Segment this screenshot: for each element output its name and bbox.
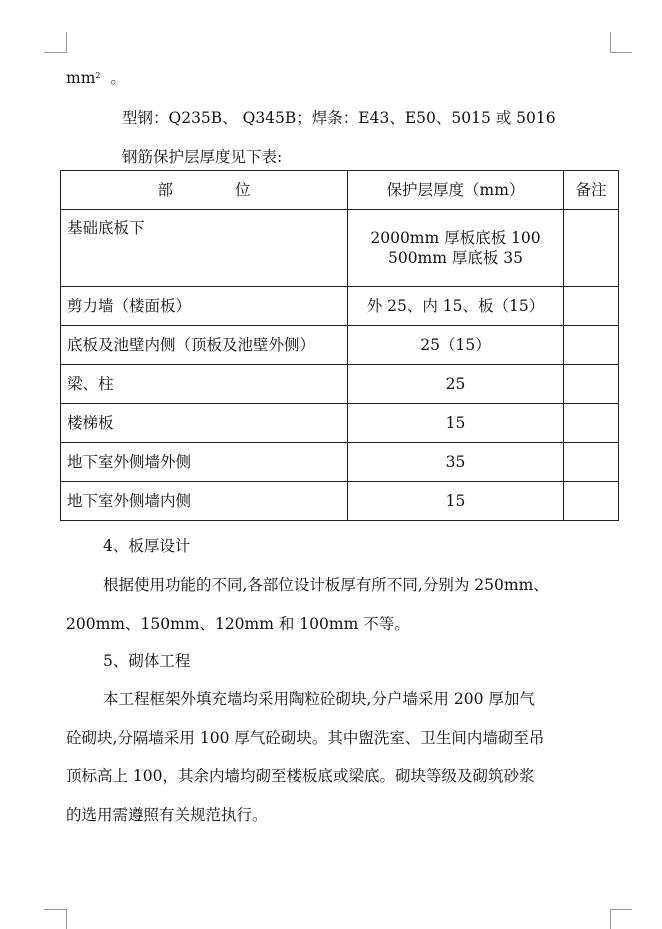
table-row xyxy=(61,404,619,443)
table-row xyxy=(61,482,619,521)
row-part: 楼梯板 xyxy=(61,404,348,443)
para-5-line-4: 的选用需遵照有关规范执行。 xyxy=(66,806,268,824)
header-part: 部 位 xyxy=(61,171,348,210)
unit-tail: 。 xyxy=(110,69,126,87)
header-note: 备注 xyxy=(564,171,619,210)
row-note xyxy=(564,326,619,365)
row-part: 梁、柱 xyxy=(61,365,348,404)
row-thickness: 35 xyxy=(348,443,564,482)
row-part: 基础底板下 xyxy=(61,210,348,287)
header-thickness: 保护层厚度（mm） xyxy=(348,171,564,210)
para-5-line-1: 本工程框架外填充墙均采用陶粒砼砌块,分户墙采用 200 厚加气 xyxy=(103,690,535,708)
row-part: 地下室外侧墙内侧 xyxy=(61,482,348,521)
table-row xyxy=(61,443,619,482)
steel-line: 型钢：Q235B、 Q345B；焊条：E43、E50、5015 或 5016 xyxy=(122,109,556,127)
section-5-title: 5、砌体工程 xyxy=(103,652,191,670)
cover-thickness-table xyxy=(60,170,619,521)
row-note xyxy=(564,365,619,404)
row-note xyxy=(564,443,619,482)
table-row xyxy=(61,287,619,326)
cover-intro: 钢筋保护层厚度见下表: xyxy=(122,148,283,166)
unit-line xyxy=(66,68,126,88)
para-4-line-2: 200mm、150mm、120mm 和 100mm 不等。 xyxy=(66,615,410,633)
section-4-title: 4、板厚设计 xyxy=(103,537,191,555)
unit-superscript: 2 xyxy=(95,71,101,80)
para-5-line-2: 砼砌块,分隔墙采用 100 厚气砼砌块。其中盥洗室、卫生间内墙砌至吊 xyxy=(66,729,545,747)
table-row xyxy=(61,326,619,365)
row-note xyxy=(564,482,619,521)
thickness-line: 2000mm 厚板底板 100 xyxy=(370,229,541,247)
row-thickness xyxy=(348,210,564,287)
row-thickness: 外 25、内 15、板（15） xyxy=(348,287,564,326)
row-thickness: 25 xyxy=(348,365,564,404)
row-thickness: 25（15） xyxy=(348,326,564,365)
row-part: 地下室外侧墙外侧 xyxy=(61,443,348,482)
unit-text: mm xyxy=(66,69,96,87)
para-4-line-1: 根据使用功能的不同,各部位设计板厚有所不同,分别为 250mm、 xyxy=(103,576,549,594)
para-5-line-3: 顶标高上 100，其余内墙均砌至楼板底或梁底。砌块等级及砌筑砂浆 xyxy=(66,767,535,785)
table-row xyxy=(61,365,619,404)
row-note xyxy=(564,210,619,287)
row-thickness: 15 xyxy=(348,404,564,443)
thickness-line: 500mm 厚底板 35 xyxy=(387,249,524,267)
row-note xyxy=(564,404,619,443)
table-header-row xyxy=(61,171,619,210)
row-part: 底板及池壁内侧（顶板及池壁外侧） xyxy=(61,326,348,365)
row-part: 剪力墙（楼面板） xyxy=(61,287,348,326)
row-thickness: 15 xyxy=(348,482,564,521)
row-note xyxy=(564,287,619,326)
table-row xyxy=(61,210,619,287)
